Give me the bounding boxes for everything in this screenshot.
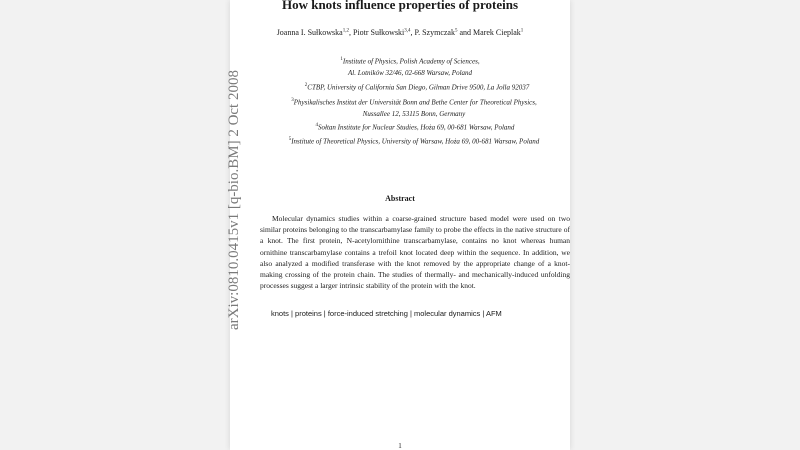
affiliation-line: Nussallee 12, 53115 Bonn, Germany (362, 110, 466, 119)
author-affiliation-mark: 1,2 (342, 28, 349, 34)
affiliation (280, 120, 550, 133)
affiliation-line: CTBP, University of California San Diego, Gilman Drive 9500, La Jolla 92037 (307, 83, 530, 92)
affiliation-line: Institute of Physics, Polish Academy of Sciences, (342, 57, 480, 66)
affiliation (258, 95, 570, 120)
author-name: Joanna I. Sułkowska (276, 28, 343, 37)
affiliation-line: Physikalisches Institut der Universität Bonn and Bethe Center for Theoretical Physics, (293, 98, 537, 107)
paper-title: How knots influence properties of proteins (281, 0, 519, 12)
author-list: Joanna I. Sułkowska$^{1,2}$, Piotr Sułkowski$^{3,4}$, P. Szymczak$^5$ and Marek Cieplak$^1$ (276, 28, 524, 37)
author-affiliation-mark: 5 (454, 28, 458, 34)
abstract-heading: Abstract (385, 194, 415, 203)
arxiv-id: arXiv:0810.0415v1 [q-bio.BM] 2 Oct 2008 (226, 70, 242, 330)
affiliation-mark: 5 (288, 137, 292, 142)
affiliation-mark: 1 (340, 57, 343, 62)
affiliation-line: Institute of Theoretical Physics, University of Warsaw, Hoża 69, 00-681 Warsaw, Poland (291, 137, 540, 146)
affiliation (254, 134, 574, 147)
page-number: 1 (398, 442, 402, 450)
author-affiliation-mark: 1 (520, 28, 524, 34)
affiliation-line: Sołtan Institute for Nuclear Studies, Hoża 69, 00-681 Warsaw, Poland (318, 123, 515, 132)
affiliation (262, 80, 572, 93)
author-name: Piotr Sułkowski (352, 28, 405, 37)
affiliation (300, 54, 520, 79)
affiliation-mark: 2 (304, 83, 308, 88)
affiliation-line: Al. Lotników 32/46, 02-668 Warsaw, Poland (347, 69, 473, 78)
affiliation-mark: 3 (291, 98, 294, 103)
arxiv-stamp[interactable] (226, 70, 246, 330)
author-affiliation-mark: 3,4 (404, 28, 411, 34)
affiliation-mark: 4 (315, 123, 319, 128)
abstract-text: Molecular dynamics studies within a coarse-grained structure based model were used on two similar proteins belonging to the transcarbamylase family to probe the effects in the native structure of a knot. The first protein, N-acetylornithine transcarbamylase, contains no knot whereas human ornithine transcarbamylase contains a trefoil knot located deep within the sequence. In addition, we also analyzed a modified transferase with the knot removed by the appropriate change of a knot-making crossing of the protein chain. The studies of thermally- and mechanically-induced unfolding processes suggest a larger intrinsic stability of the protein with the knot. (260, 214, 570, 291)
keywords: knots | proteins | force-induced stretching | molecular dynamics | AFM (271, 309, 502, 318)
author-name: P. Szymczak (414, 28, 455, 37)
author-name: Marek Cieplak (473, 28, 521, 37)
